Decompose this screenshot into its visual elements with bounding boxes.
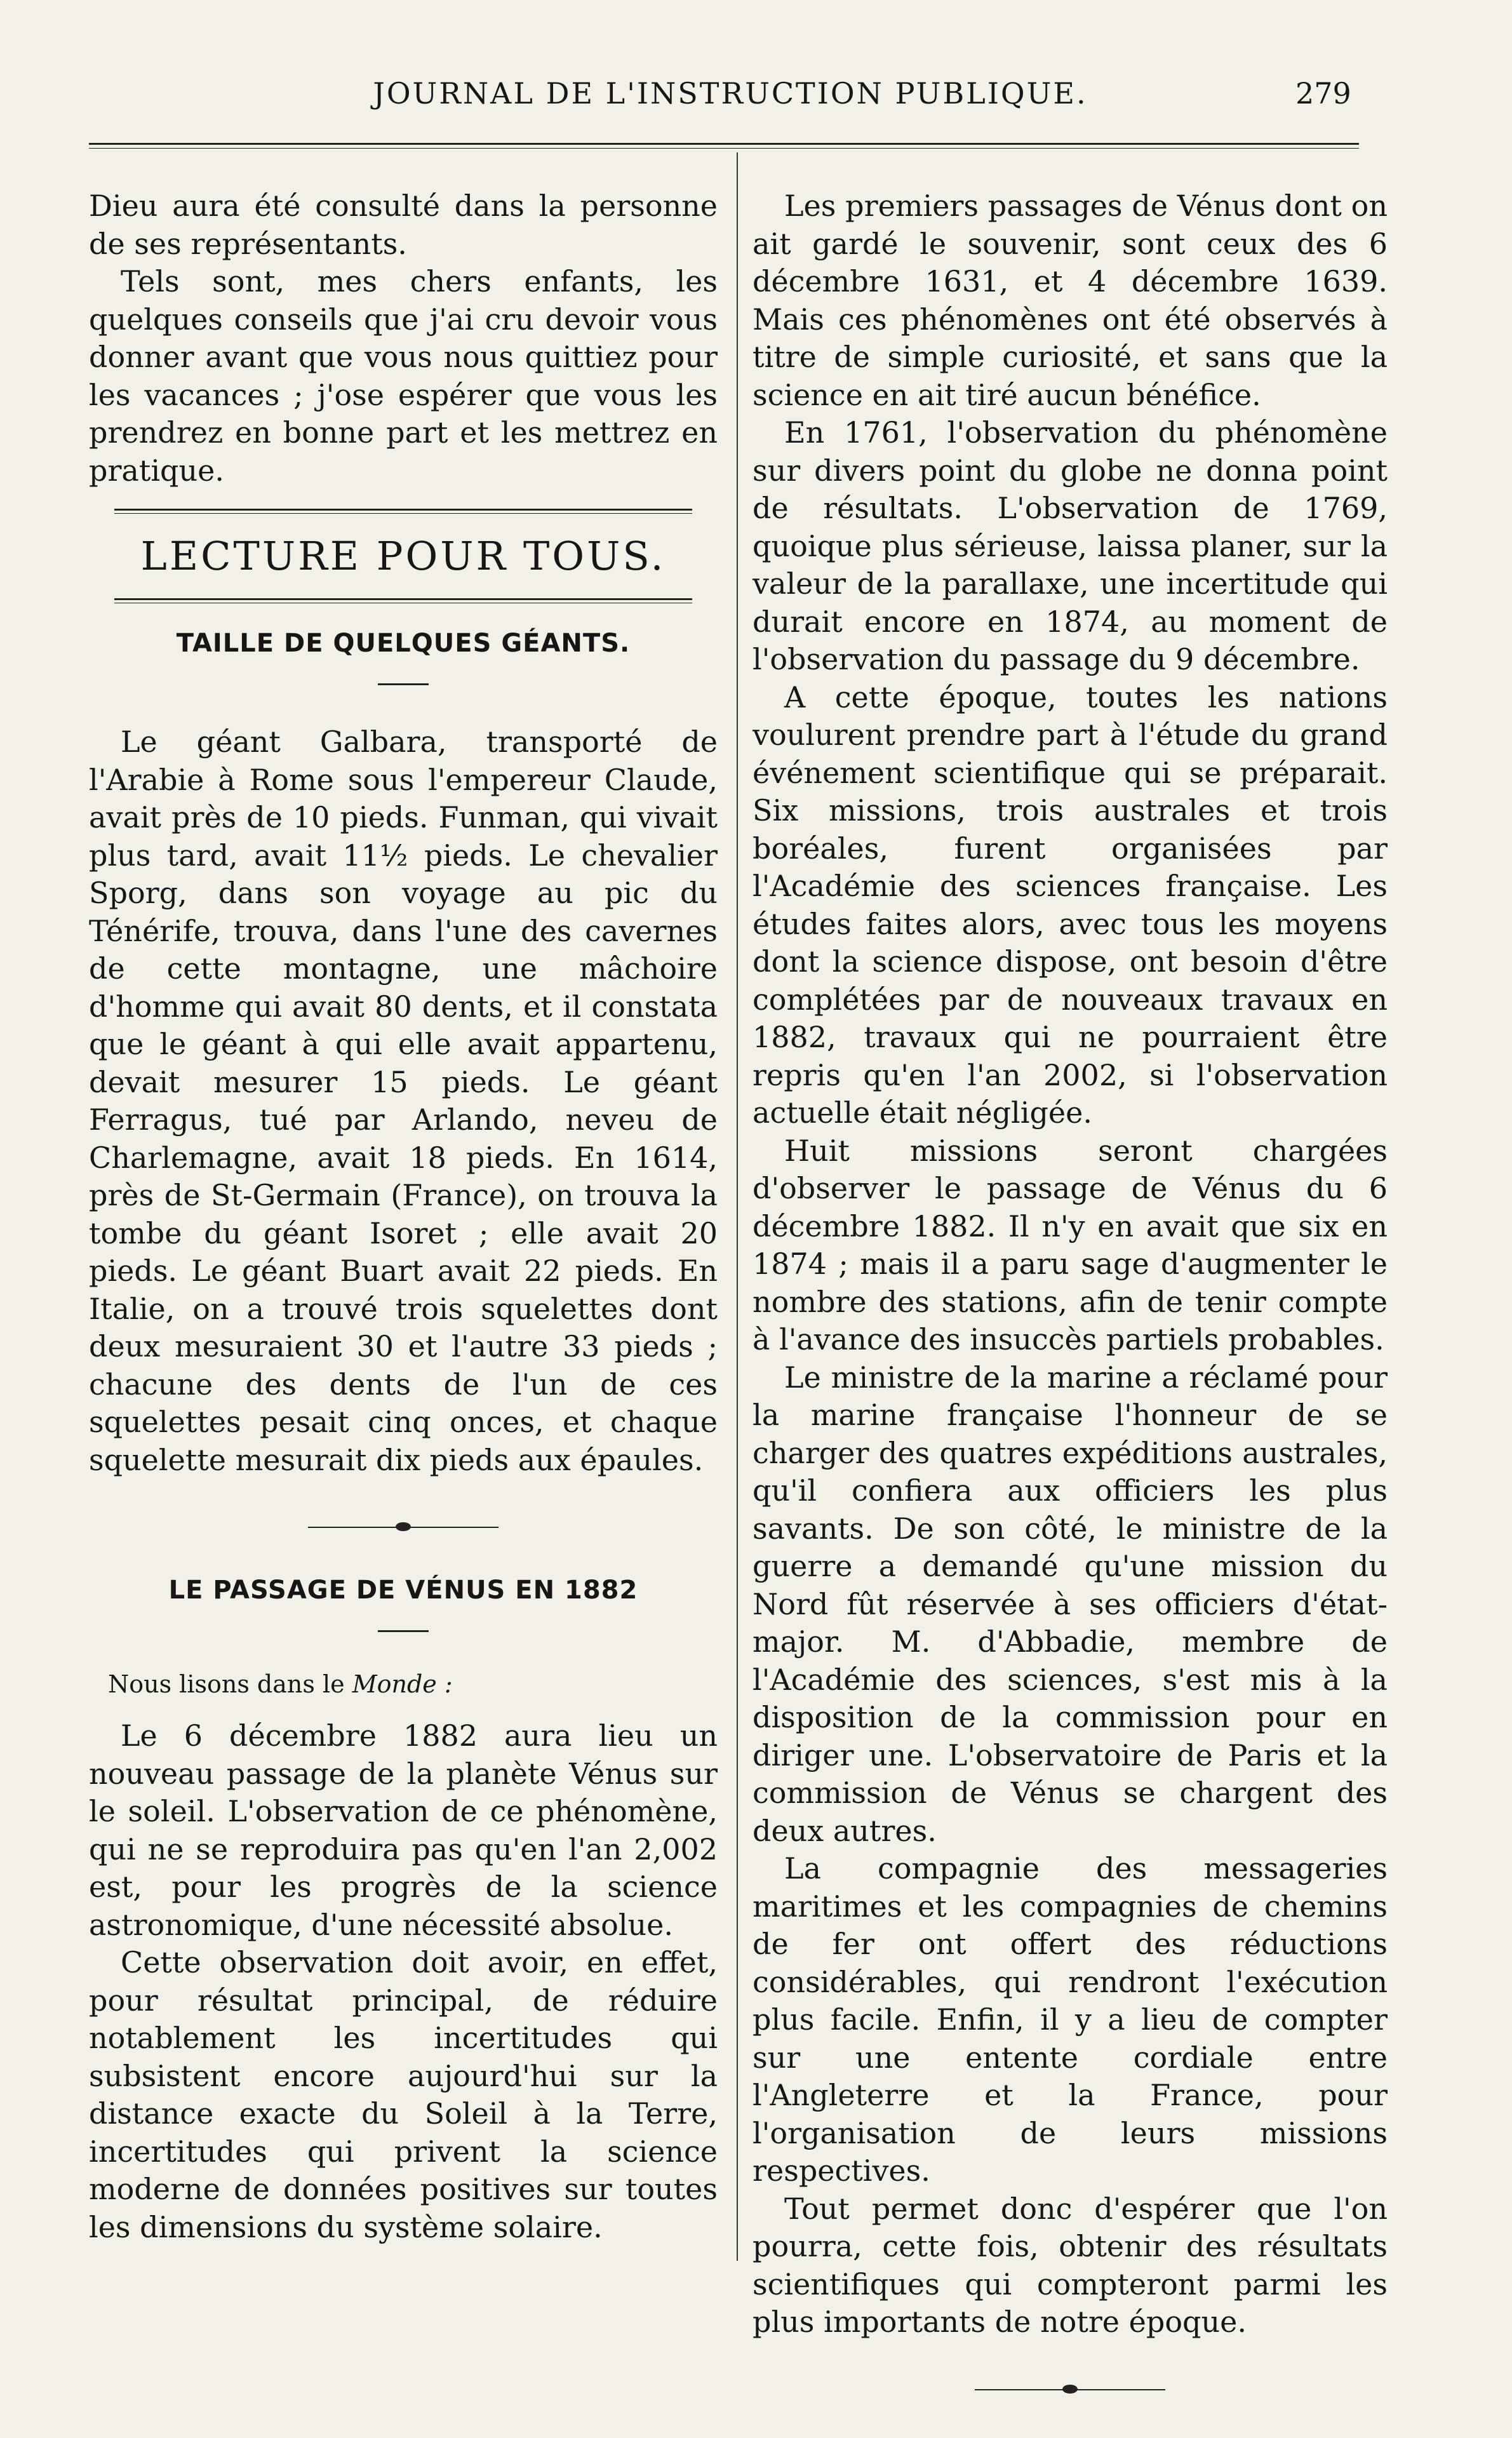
page-number: 279 — [1295, 76, 1351, 111]
article-paragraph: Huit missions seront chargées d'observer le passage de Vénus du 6 décembre 1882. Il n'y en avait que six en 1874 ; mais il a paru sage d'augmenter le nombre des stations, afin de tenir compte à l'avance des insuccès partiels probables. — [753, 1133, 1388, 1356]
section-title: LECTURE POUR TOUS. — [140, 533, 666, 579]
header-rule — [89, 143, 1359, 149]
running-title: JOURNAL DE L'INSTRUCTION PUBLIQUE. — [373, 76, 1088, 111]
ornament-divider — [975, 2386, 1165, 2394]
source-prefix: Nous lisons dans le — [108, 1670, 345, 1698]
article-paragraph: Cette observation doit avoir, en effet, pour résultat principal, de réduire notablement les incertitudes qui subsistent encore aujourd'hui sur la distance exacte du Soleil à la Terre, incertitudes qui privent la science moderne de données positives sur toutes les dimensions du système solaire. — [89, 1945, 718, 2244]
right-column — [753, 187, 1388, 2438]
left-column — [89, 187, 718, 2246]
article-paragraph: Le 6 décembre 1882 aura lieu un nouveau passage de la planète Vénus sur le soleil. L'observation de ce phénomène, qui ne se reproduira pas qu'en l'an 2,002 est, pour les progrès de la science astronomique, d'une nécessité absolue. — [89, 1718, 718, 1942]
section-rule-bottom — [114, 598, 692, 603]
article-title-venus: LE PASSAGE DE VÉNUS EN 1882 — [168, 1576, 638, 1605]
continuation-paragraph: Tels sont, mes chers enfants, les quelques conseils que j'ai cru devoir vous donner avant que vous nous quittiez pour les vacances ; j'ose espérer que vous les prendrez en bonne part et les mettrez en pratique. — [89, 264, 718, 488]
article-paragraph: Le géant Galbara, transporté de l'Arabie à Rome sous l'empereur Claude, avait près de 10 pieds. Funman, qui vivait plus tard, avait 11½ pieds. Le chevalier Sporg, dans son voyage au pic du Ténérife, trouva, dans l'une des cavernes de cette montagne, une mâchoire d'homme qui avait 80 dents, et il constata que le géant à qui elle avait appartenu, devait mesurer 15 pieds. Le géant Ferragus, tué par Arlando, neveu de Charlemagne, avait 18 pieds. En 1614, près de St-Germain (France), on trouva la tombe du géant Isoret ; elle avait 20 pieds. Le géant Buart avait 22 pieds. En Italie, on a trouvé trois squelettes dont deux mesuraient 30 et l'autre 33 pieds ; chacune des dents de l'un de ces squelettes pesait cinq onces, et chaque squelette mesurait dix pieds aux épaules. — [89, 725, 718, 1477]
article-paragraph: Le ministre de la marine a réclamé pour la marine française l'honneur de se charger des quatres expéditions australes, qu'il confiera aux officiers les plus savants. De son côté, le ministre de la guerre a demandé qu'une mission du Nord fût réservée à ses officiers d'état-major. M. d'Abbadie, membre de l'Académie des sciences, s'est mis à la disposition de la commission pour en diriger une. L'observatoire de Paris et la commission de Vénus se chargent des deux autres. — [753, 1360, 1388, 1848]
source-name: Monde : — [352, 1670, 453, 1698]
continuation-paragraph: Dieu aura été consulté dans la personne de ses représentants. — [89, 189, 718, 261]
article-paragraph: A cette époque, toutes les nations voulurent prendre part à l'étude du grand événement scientifique qui se préparait. Six missions, trois australes et trois boréales, furent organisées par l'Académie des sciences française. Les études faites alors, avec tous les moyens dont la science dispose, ont besoin d'être complétées par de nouveaux travaux en 1882, travaux qui ne pourraient être repris qu'en l'an 2002, si l'observation actuelle était négligée. — [753, 680, 1388, 1130]
article-paragraph: La compagnie des messageries maritimes et les compagnies de chemins de fer ont offert des réductions considérables, qui rendront l'exécution plus facile. Enfin, il y a lieu de compter sur une entente cordiale entre l'Angleterre et la France, pour l'organisation de leurs missions respectives. — [753, 1851, 1388, 2188]
column-divider — [737, 152, 738, 2261]
title-rule — [378, 683, 429, 685]
source-line — [108, 1670, 718, 1698]
section-rule-top — [114, 509, 692, 514]
article-paragraph: Les premiers passages de Vénus dont on ait gardé le souvenir, sont ceux des 6 décembre 1631, et 4 décembre 1639. Mais ces phénomènes ont été observés à titre de simple curiosité, et sans que la science en ait tiré aucun bénéfice. — [753, 189, 1388, 412]
ornament-divider — [308, 1524, 498, 1531]
article-paragraph: En 1761, l'observation du phénomène sur divers point du globe ne donna point de résultats. L'observation de 1769, quoique plus sérieuse, laissa planer, sur la valeur de la parallaxe, une incertitude qui durait encore en 1874, au moment de l'observation du passage du 9 décembre. — [753, 415, 1388, 676]
article-paragraph: Tout permet donc d'espérer que l'on pourra, cette fois, obtenir des résultats scientifiques qui compteront parmi les plus importants de notre époque. — [753, 2191, 1388, 2339]
title-rule — [378, 1630, 429, 1632]
article-title-giants: TAILLE DE QUELQUES GÉANTS. — [176, 629, 631, 658]
